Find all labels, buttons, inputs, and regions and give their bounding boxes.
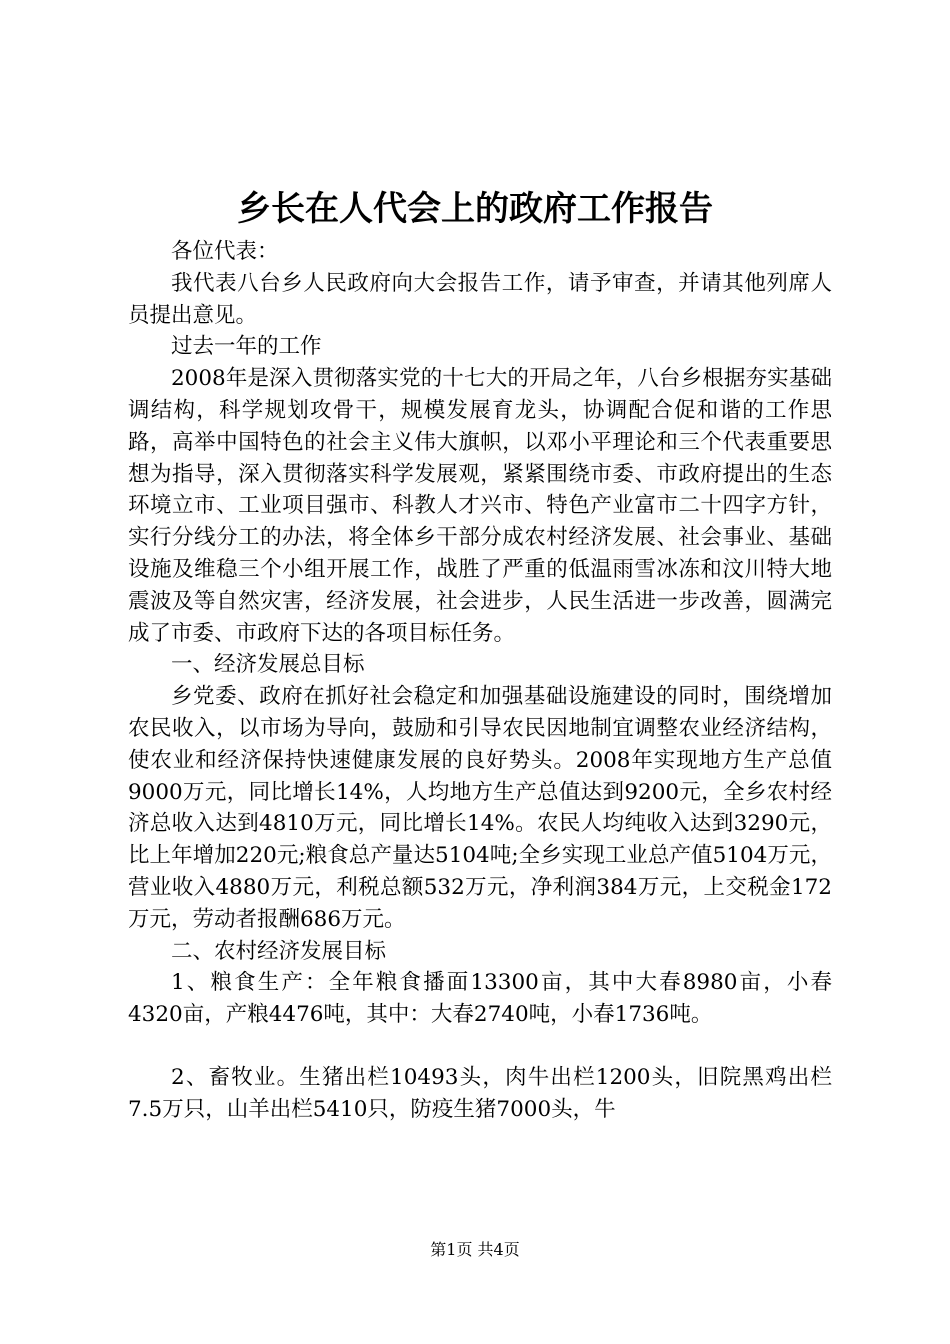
paragraph-grain-production: 1、粮食生产：全年粮食播面13300亩，其中大春8980亩，小春4320亩，产粮4476吨，其中：大春2740吨，小春1736吨。 [128, 970, 832, 1028]
paragraph-livestock: 2、畜牧业。生猪出栏10493头，肉牛出栏1200头，旧院黑鸡出栏7.5万只，山羊出栏5410只，防疫生猪7000头，牛 [128, 1064, 832, 1122]
paragraph-2008-overview: 2008年是深入贯彻落实党的十七大的开局之年，八台乡根据夯实基础调结构，科学规划攻骨干，规模发展育龙头，协调配合促和谐的工作思路，高举中国特色的社会主义伟大旗帜，以邓小平理论和三个代表重要思想为指导，深入贯彻落实科学发展观，紧紧围绕市委、市政府提出的生态环境立市、工业项目强市、科教人才兴市、特色产业富市二十四字方针，实行分线分工的办法，将全体乡干部分成农村经济发展、社会事业、基础设施及维稳三个小组开展工作，战胜了严重的低温雨雪冰冻和汶川特大地震波及等自然灾害，经济发展，社会进步，人民生活进一步改善，圆满完成了市委、市政府下达的各项目标任务。 [128, 366, 832, 646]
section-heading-rural-economy: 二、农村经济发展目标 [171, 938, 387, 964]
salutation: 各位代表： [171, 239, 279, 264]
section-heading-past-year: 过去一年的工作 [171, 334, 322, 360]
paragraph-economic-goals: 乡党委、政府在抓好社会稳定和加强基础设施建设的同时，围绕增加农民收入，以市场为导向，鼓励和引导农民因地制宜调整农业经济结构，使农业和经济保持快速健康发展的良好势头。2008年实现地方生产总值9000万元，同比增长14%，人均地方生产总值达到9200元，全乡农村经济总收入达到4810万元，同比增长14%。农民人均纯收入达到3290元，比上年增加220元;粮食总产量达5104吨;全乡实现工业总产值5104万元，营业收入4880万元，利税总额532万元，净利润384万元，上交税金172万元，劳动者报酬686万元。 [128, 684, 832, 932]
document-body [128, 236, 832, 1126]
page-number-footer: 第1页 共4页 [430, 1240, 520, 1259]
document-title: 乡长在人代会上的政府工作报告 [237, 189, 713, 229]
section-heading-economic-goals: 一、经济发展总目标 [171, 652, 365, 678]
opening-paragraph: 我代表八台乡人民政府向大会报告工作，请予审查，并请其他列席人员提出意见。 [128, 270, 832, 328]
